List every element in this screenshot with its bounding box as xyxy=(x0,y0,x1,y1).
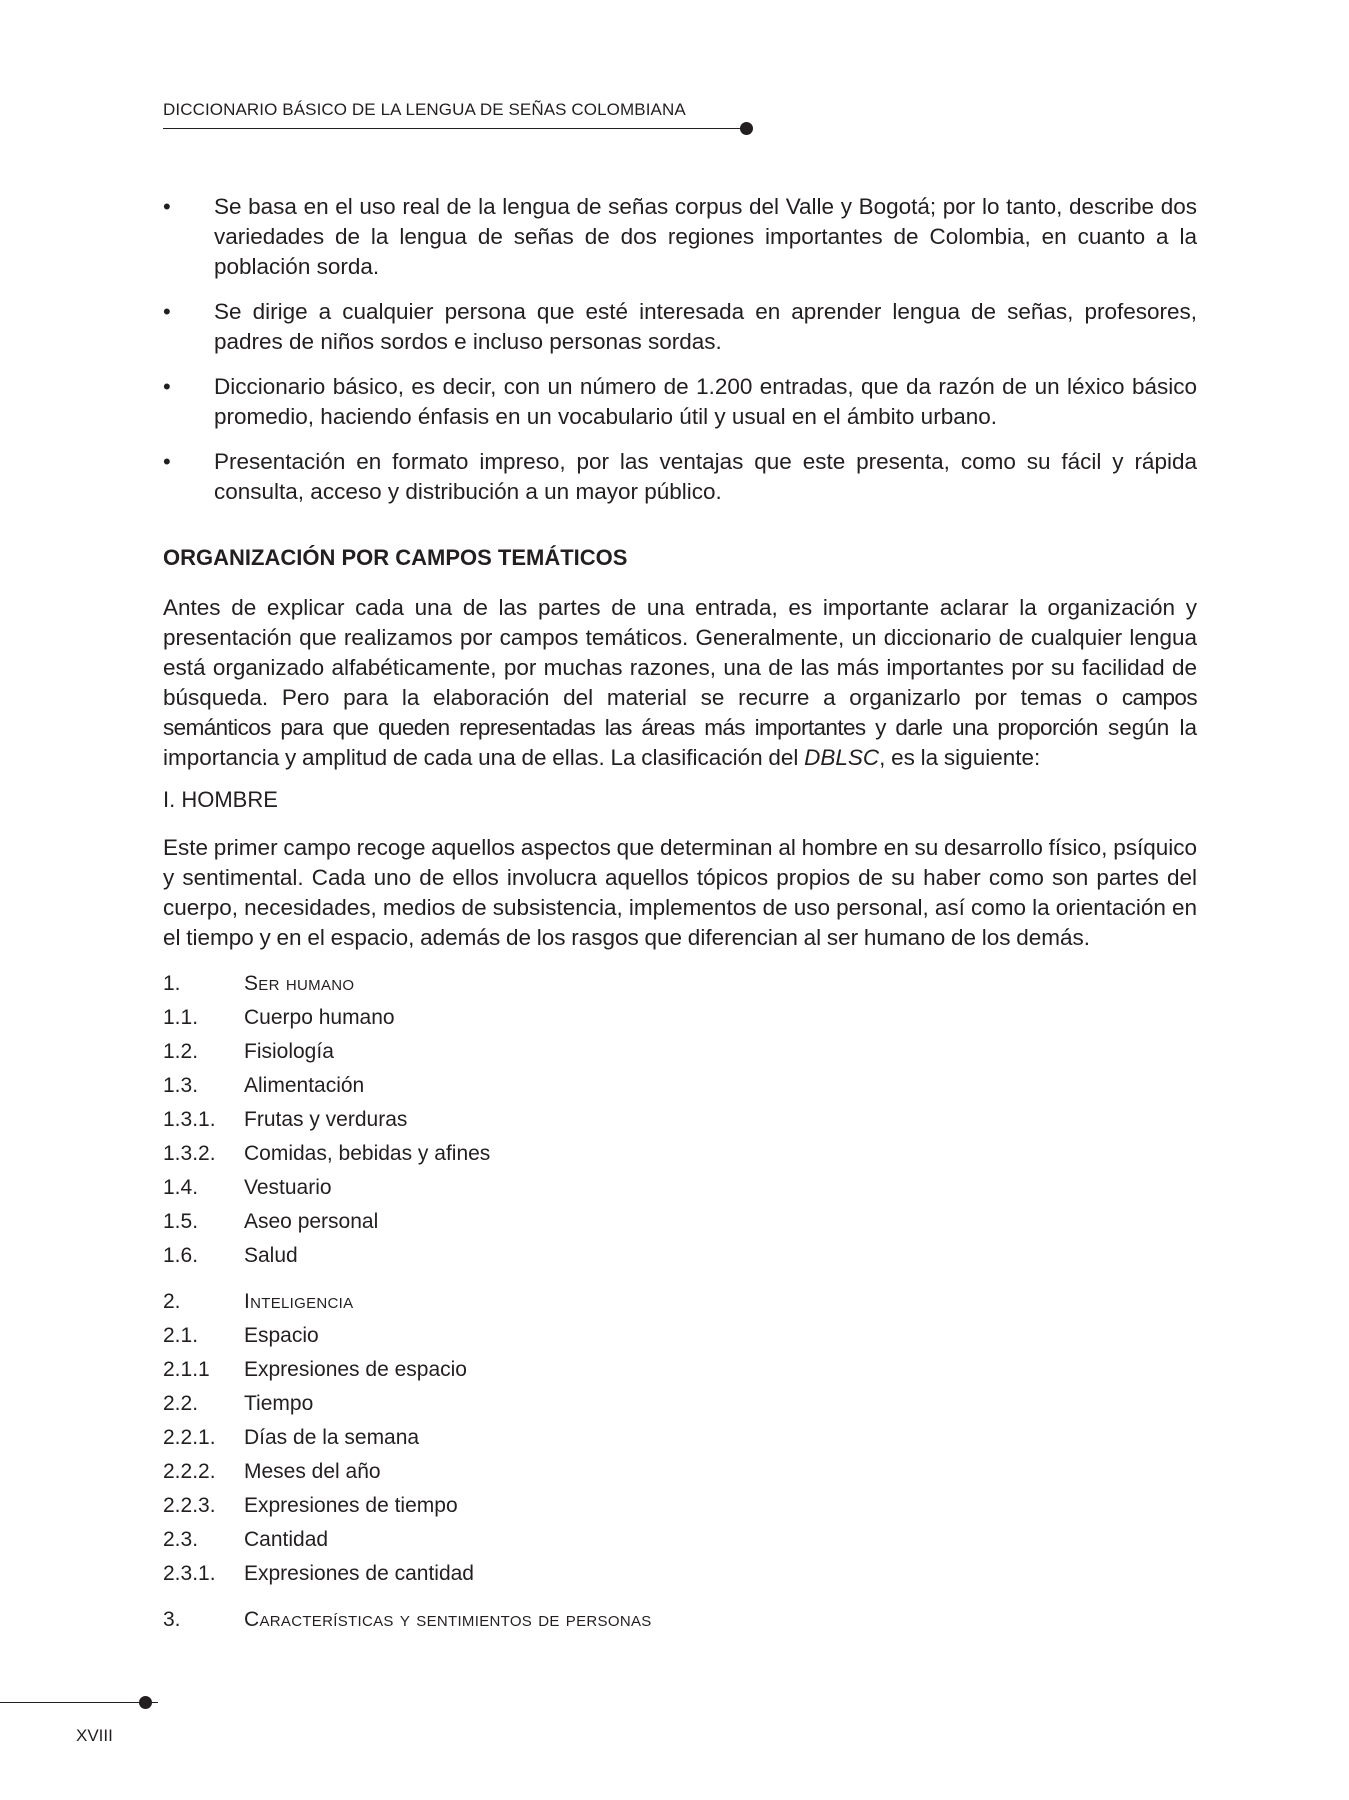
outline-label: Cuerpo humano xyxy=(244,1006,395,1029)
book-title: DICCIONARIO BÁSICO DE LA LENGUA DE SEÑAS COLOMBIANA xyxy=(163,100,686,119)
outline-label: Ser humano xyxy=(244,972,355,995)
page-body xyxy=(163,192,1197,1649)
outline-row xyxy=(163,1103,1197,1137)
outline-number: 2.1. xyxy=(163,1324,199,1347)
outline-row xyxy=(163,1353,1197,1387)
outline-row xyxy=(163,1137,1197,1171)
list-item-text: Se basa en el uso real de la lengua de señas corpus del Valle y Bogotá; por lo tanto, describe dos variedades de la lengua de señas de dos regiones importantes de Colombia, en cuanto a la población sorda. xyxy=(214,194,1197,279)
bullet-icon: • xyxy=(163,374,171,399)
outline-number: 2.2.2. xyxy=(163,1460,216,1483)
outline-group xyxy=(163,1603,1197,1637)
outline-label: Características y sentimientos de personas xyxy=(244,1608,652,1631)
outline-row xyxy=(163,1421,1197,1455)
outline-number: 2.3. xyxy=(163,1528,199,1551)
outline-label: Meses del año xyxy=(244,1460,381,1483)
outline-number: 1.4. xyxy=(163,1176,199,1199)
intro-text: según la importancia y amplitud de cada una de ellas. La clasificación del xyxy=(163,715,1197,770)
outline-group xyxy=(163,1285,1197,1591)
outline-number: 2.3.1. xyxy=(163,1562,216,1585)
list-item xyxy=(163,192,1197,282)
intro-text-condensed: campos semánticos para que queden representadas las áreas más importantes y darle una proporción xyxy=(163,685,1197,740)
outline-number: 1.3. xyxy=(163,1074,199,1097)
outline-number: 1.6. xyxy=(163,1244,199,1267)
outline-label: Frutas y verduras xyxy=(244,1108,408,1131)
outline-row xyxy=(163,1387,1197,1421)
intro-text: , es la siguiente: xyxy=(879,745,1041,770)
list-item xyxy=(163,297,1197,357)
list-item xyxy=(163,447,1197,507)
outline-label: Salud xyxy=(244,1244,298,1267)
list-item-text: Se dirige a cualquier persona que esté interesada en aprender lengua de señas, profesores, padres de niños sordos e incluso personas sordas. xyxy=(214,299,1197,354)
bullet-icon: • xyxy=(163,194,171,219)
outline-label: Comidas, bebidas y afines xyxy=(244,1142,491,1165)
intro-text: Antes de explicar cada una de las partes de una entrada, es importante aclarar la organización y presentación que realizamos por campos temáticos. Generalmente, un diccionario de cualquier lengua está organizado alfabéticamente, por muchas razones, una de las más importantes por su facilidad de búsqueda. Pero para la elaboración del material se recurre a organizarlo por temas o xyxy=(163,595,1197,710)
outline-number: 1.1. xyxy=(163,1006,199,1029)
bullet-icon: • xyxy=(163,299,171,324)
outline-row xyxy=(163,1239,1197,1273)
features-list xyxy=(163,192,1197,507)
outline-label: Expresiones de tiempo xyxy=(244,1494,458,1517)
outline-number: 1.3.2. xyxy=(163,1142,216,1165)
outline-number: 2. xyxy=(163,1290,181,1313)
outline-row xyxy=(163,967,1197,1001)
list-item xyxy=(163,372,1197,432)
outline-row xyxy=(163,1557,1197,1591)
field-subheading: I. HOMBRE xyxy=(163,787,278,812)
section-heading: ORGANIZACIÓN POR CAMPOS TEMÁTICOS xyxy=(163,545,628,570)
outline-row xyxy=(163,1455,1197,1489)
outline-label: Vestuario xyxy=(244,1176,332,1199)
outline-row xyxy=(163,1035,1197,1069)
outline-row xyxy=(163,1285,1197,1319)
outline-number: 1.2. xyxy=(163,1040,199,1063)
outline-row xyxy=(163,1069,1197,1103)
bullet-dot-icon xyxy=(740,122,753,135)
outline-label: Cantidad xyxy=(244,1528,329,1551)
outline-row xyxy=(163,1171,1197,1205)
bullet-dot-icon xyxy=(139,1696,152,1709)
intro-paragraph xyxy=(163,593,1197,773)
outline-row xyxy=(163,1205,1197,1239)
outline-row xyxy=(163,1523,1197,1557)
outline-number: 2.2.3. xyxy=(163,1494,216,1517)
outline-label: Días de la semana xyxy=(244,1426,420,1449)
acronym-dblsc: DBLSC xyxy=(804,745,880,770)
outline-label: Alimentación xyxy=(244,1074,365,1097)
outline-number: 2.2.1. xyxy=(163,1426,216,1449)
outline-label: Expresiones de cantidad xyxy=(244,1562,474,1585)
outline-number: 1.5. xyxy=(163,1210,199,1233)
page-number: XVIII xyxy=(76,1726,113,1745)
outline-label: Expresiones de espacio xyxy=(244,1358,467,1381)
outline-label: Fisiología xyxy=(244,1040,334,1063)
outline-row xyxy=(163,1489,1197,1523)
outline-row xyxy=(163,1603,1197,1637)
thematic-outline xyxy=(163,967,1197,1637)
list-item-text: Presentación en formato impreso, por las ventajas que este presenta, como su fácil y rápida consulta, acceso y distribución a un mayor público. xyxy=(214,449,1197,504)
outline-label: Tiempo xyxy=(244,1392,314,1415)
outline-group xyxy=(163,967,1197,1273)
outline-number: 1. xyxy=(163,972,181,995)
running-header xyxy=(163,100,753,129)
outline-label: Inteligencia xyxy=(244,1290,354,1313)
outline-number: 2.1.1 xyxy=(163,1358,210,1381)
outline-number: 2.2. xyxy=(163,1392,199,1415)
outline-label: Aseo personal xyxy=(244,1210,379,1233)
outline-number: 3. xyxy=(163,1608,181,1631)
outline-label: Espacio xyxy=(244,1324,319,1347)
header-rule-divider xyxy=(163,128,745,129)
page-footer xyxy=(0,1702,170,1745)
footer-rule-divider xyxy=(0,1702,158,1703)
list-item-text: Diccionario básico, es decir, con un número de 1.200 entradas, que da razón de un léxico básico promedio, haciendo énfasis en un vocabulario útil y usual en el ámbito urbano. xyxy=(214,374,1197,429)
outline-number: 1.3.1. xyxy=(163,1108,216,1131)
bullet-icon: • xyxy=(163,449,171,474)
field-description: Este primer campo recoge aquellos aspectos que determinan al hombre en su desarrollo físico, psíquico y sentimental. Cada uno de ellos involucra aquellos tópicos propios de su haber como son partes del cuerpo, necesidades, medios de subsistencia, implementos de uso personal, así como la orientación en el tiempo y en el espacio, además de los rasgos que diferencian al ser humano de los demás. xyxy=(163,835,1197,950)
outline-row xyxy=(163,1001,1197,1035)
outline-row xyxy=(163,1319,1197,1353)
